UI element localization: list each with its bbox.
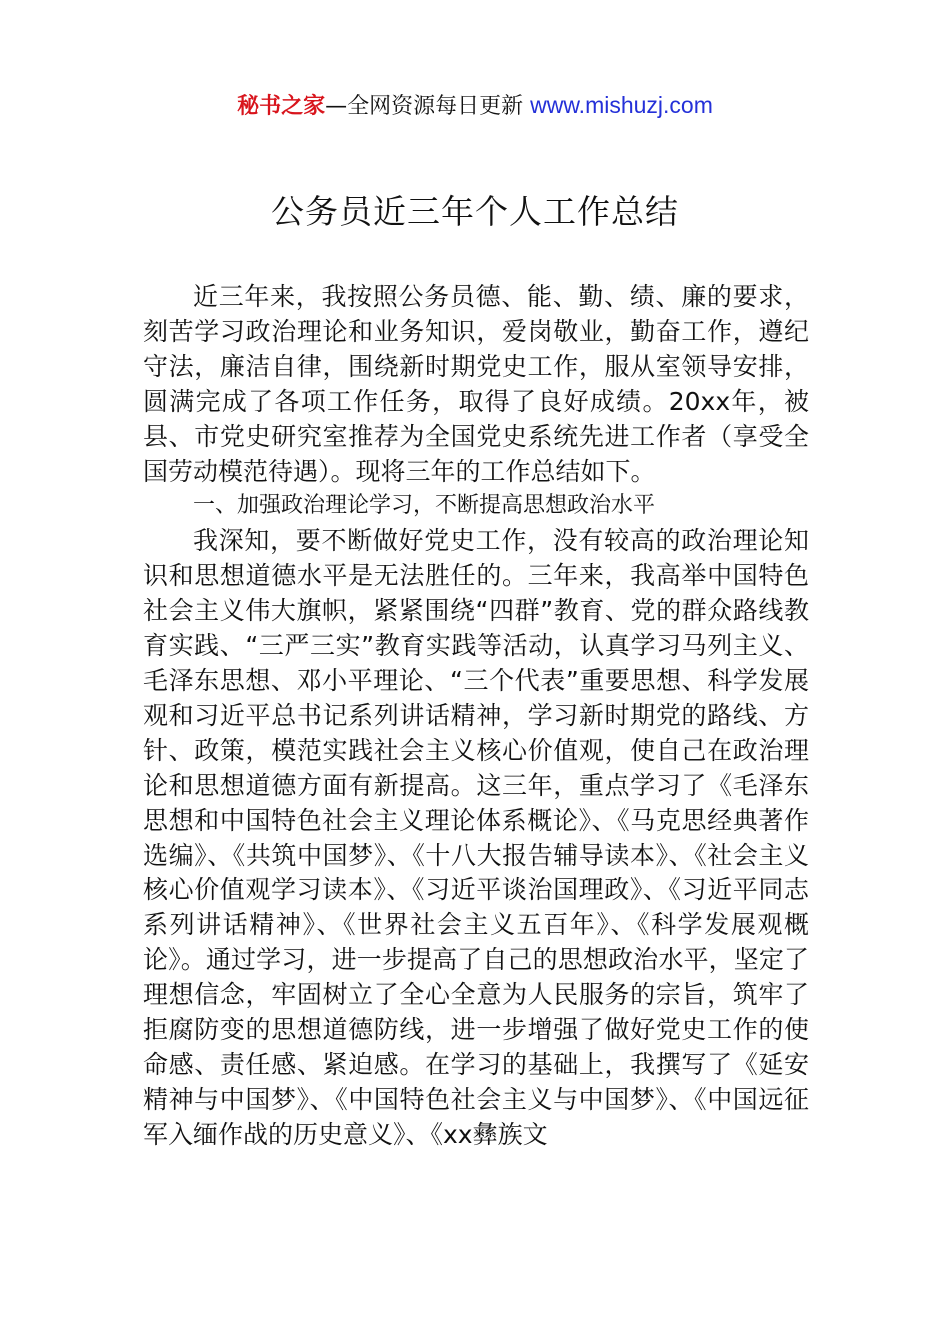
- body-paragraph: 我深知，要不断做好党史工作，没有较高的政治理论知识和思想道德水平是无法胜任的。三年来，我高举中国特色社会主义伟大旗帜，紧紧围绕“四群”教育、党的群众路线教育实践、“三严三实”教育实践等活动，认真学习马列主义、毛泽东思想、邓小平理论、“三个代表”重要思想、科学发展观和习近平总书记系列讲话精神，学习新时期党的路线、方针、政策，模范实践社会主义核心价值观，使自己在政治理论和思想道德方面有新提高。这三年，重点学习了《毛泽东思想和中国特色社会主义理论体系概论》、《马克思经典著作选编》、《共筑中国梦》、《十八大报告辅导读本》、《社会主义核心价值观学习读本》、《习近平谈治国理政》、《习近平同志系列讲话精神》、《世界社会主义五百年》、《科学发展观概论》。通过学习，进一步提高了自己的思想政治水平，坚定了理想信念，牢固树立了全心全意为人民服务的宗旨，筑牢了拒腐防变的思想道德防线，进一步增强了做好党史工作的使命感、责任感、紧迫感。在学习的基础上，我撰写了《延安精神与中国梦》、《中国特色社会主义与中国梦》、《中国远征军入缅作战的历史意义》、《xx彝族文: [143, 526, 809, 1149]
- site-header: [0, 88, 950, 124]
- header-tagline: —全网资源每日更新: [325, 94, 531, 119]
- document-title: 公务员近三年个人工作总结: [271, 192, 679, 231]
- document-body: [143, 280, 809, 1153]
- site-url-link[interactable]: www.mishuzj.com: [530, 92, 713, 118]
- intro-paragraph: 近三年来，我按照公务员德、能、勤、绩、廉的要求，刻苦学习政治理论和业务知识，爱岗敬业，勤奋工作，遵纪守法，廉洁自律，围绕新时期党史工作，服从室领导安排，圆满完成了各项工作任务，取得了良好成绩。20xx年，被县、市党史研究室推荐为全国党史系统先进工作者（享受全国劳动模范待遇）。现将三年的工作总结如下。: [143, 282, 809, 486]
- section-heading: 一、加强政治理论学习，不断提高思想政治水平: [193, 493, 656, 519]
- brand-name: 秘书之家: [237, 94, 326, 119]
